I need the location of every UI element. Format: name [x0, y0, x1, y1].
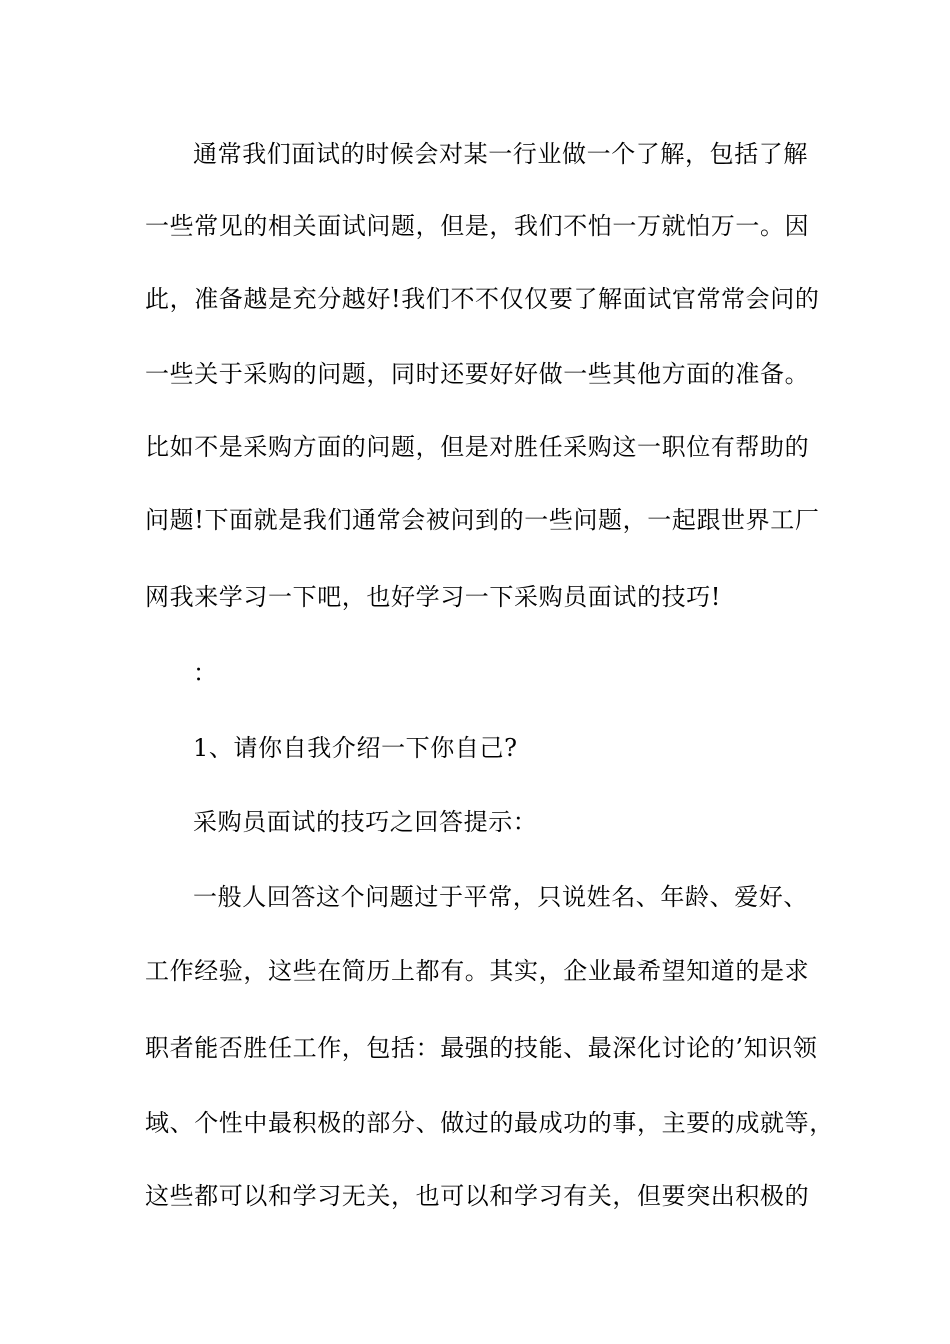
answer-hint-heading: 采购员面试的技巧之回答提示： — [193, 808, 538, 836]
paragraph-line: 网我来学习一下吧，也好学习一下采购员面试的技巧! — [145, 583, 722, 611]
paragraph-line: 这些都可以和学习无关，也可以和学习有关，但要突出积极的 — [145, 1182, 810, 1210]
colon-line: ： — [193, 659, 218, 687]
paragraph-line: 通常我们面试的时候会对某一行业做一个了解，包括了解 — [193, 140, 808, 168]
paragraph-line: 域、个性中最积极的部分、做过的最成功的事，主要的成就等， — [145, 1109, 834, 1137]
paragraph-line: 工作经验，这些在简历上都有。其实，企业最希望知道的是求 — [145, 957, 810, 985]
paragraph-line: 此，准备越是充分越好!我们不不仅仅要了解面试官常常会问的 — [145, 285, 820, 313]
paragraph-line: 一些关于采购的问题，同时还要好好做一些其他方面的准备。 — [145, 360, 810, 388]
paragraph-line: 比如不是采购方面的问题，但是对胜任采购这一职位有帮助的 — [145, 433, 810, 461]
paragraph-line: 职者能否胜任工作，包括：最强的技能、最深化讨论的’知识领 — [145, 1034, 818, 1062]
question-heading: 1、请你自我介绍一下你自己? — [193, 734, 518, 762]
paragraph-line: 一些常见的相关面试问题，但是，我们不怕一万就怕万一。因 — [145, 212, 810, 240]
paragraph-line: 问题!下面就是我们通常会被问到的一些问题，一起跟世界工厂 — [145, 506, 820, 534]
paragraph-line: 一般人回答这个问题过于平常，只说姓名、年龄、爱好、 — [193, 883, 808, 911]
